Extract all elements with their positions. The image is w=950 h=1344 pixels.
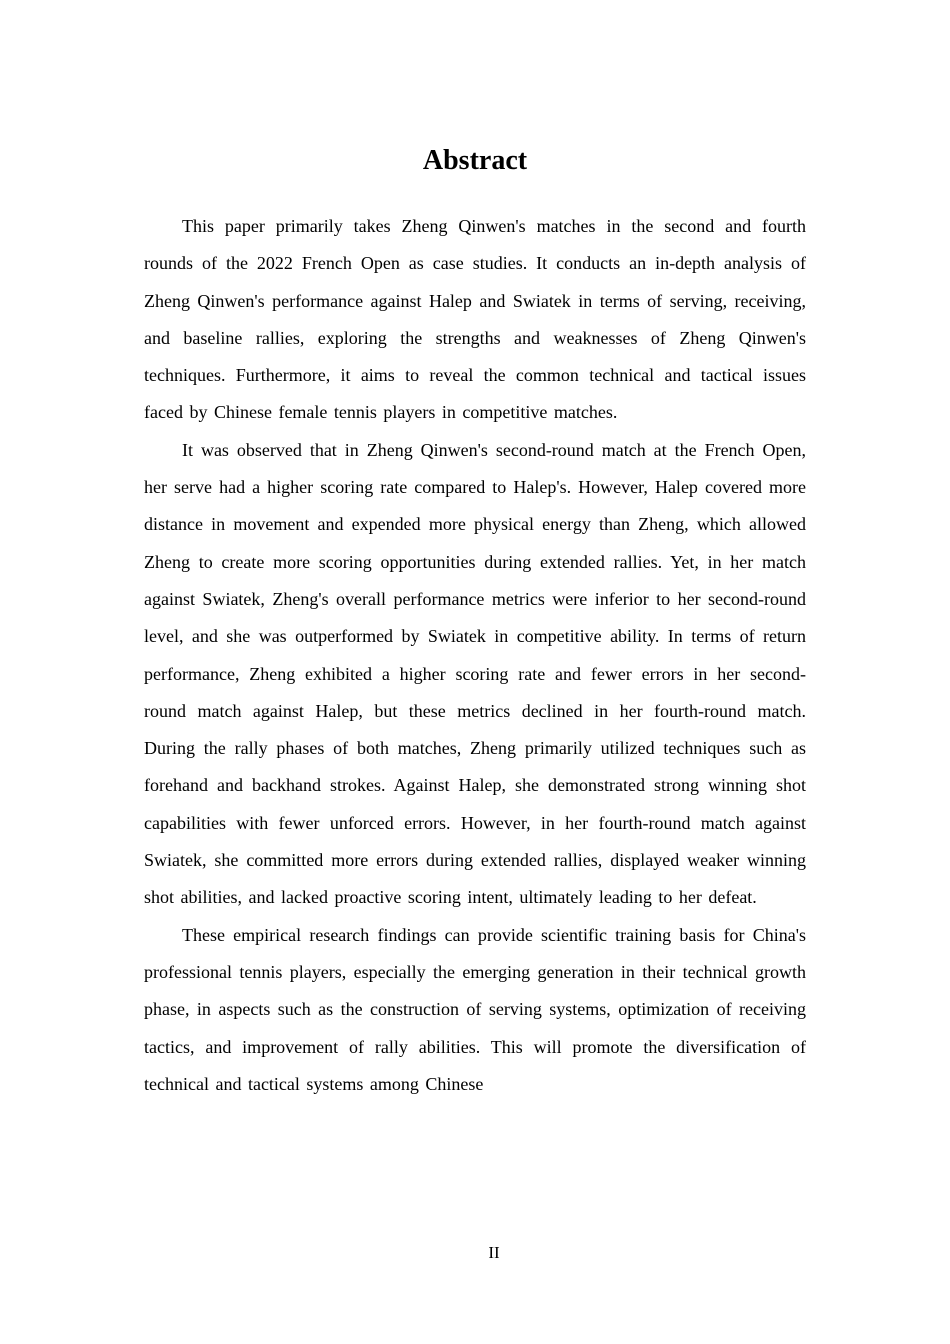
abstract-paragraph-2: It was observed that in Zheng Qinwen's second-round match at the French Open, her serve had a higher scoring rate compared to Halep's. However, Halep covered more distance in movement and expended more physical energy than Zheng, which allowed Zheng to create more scoring opportunities during extended rallies. Yet, in her match against Swiatek, Zheng's overall performance metrics were inferior to her second-round level, and she was outperformed by Swiatek in competitive ability. In terms of return performance, Zheng exhibited a higher scoring rate and fewer errors in her second-round match against Halep, but these metrics declined in her fourth-round match. During the rally phases of both matches, Zheng primarily utilized techniques such as forehand and backhand strokes. Against Halep, she demonstrated strong winning shot capabilities with fewer unforced errors. However, in her fourth-round match against Swiatek, she committed more errors during extended rallies, displayed weaker winning shot abilities, and lacked proactive scoring intent, ultimately leading to her defeat. [144,439,806,908]
abstract-paragraph-3: These empirical research findings can provide scientific training basis for China's professional tennis players, especially the emerging generation in their technical growth phase, in aspects such as the construction of serving systems, optimization of receiving tactics, and improvement of rally abilities. This will promote the diversification of technical and tactical systems among Chinese [144,924,806,1094]
abstract-title: Abstract [422,145,528,176]
page-number: II [488,1243,500,1262]
abstract-body [144,208,806,1103]
abstract-paragraph-1: This paper primarily takes Zheng Qinwen's matches in the second and fourth rounds of the 2022 French Open as case studies. It conducts an in-depth analysis of Zheng Qinwen's performance against Halep and Swiatek in terms of serving, receiving, and baseline rallies, exploring the strengths and weaknesses of Zheng Qinwen's techniques. Furthermore, it aims to reveal the common technical and tactical issues faced by Chinese female tennis players in competitive matches. [144,216,806,423]
